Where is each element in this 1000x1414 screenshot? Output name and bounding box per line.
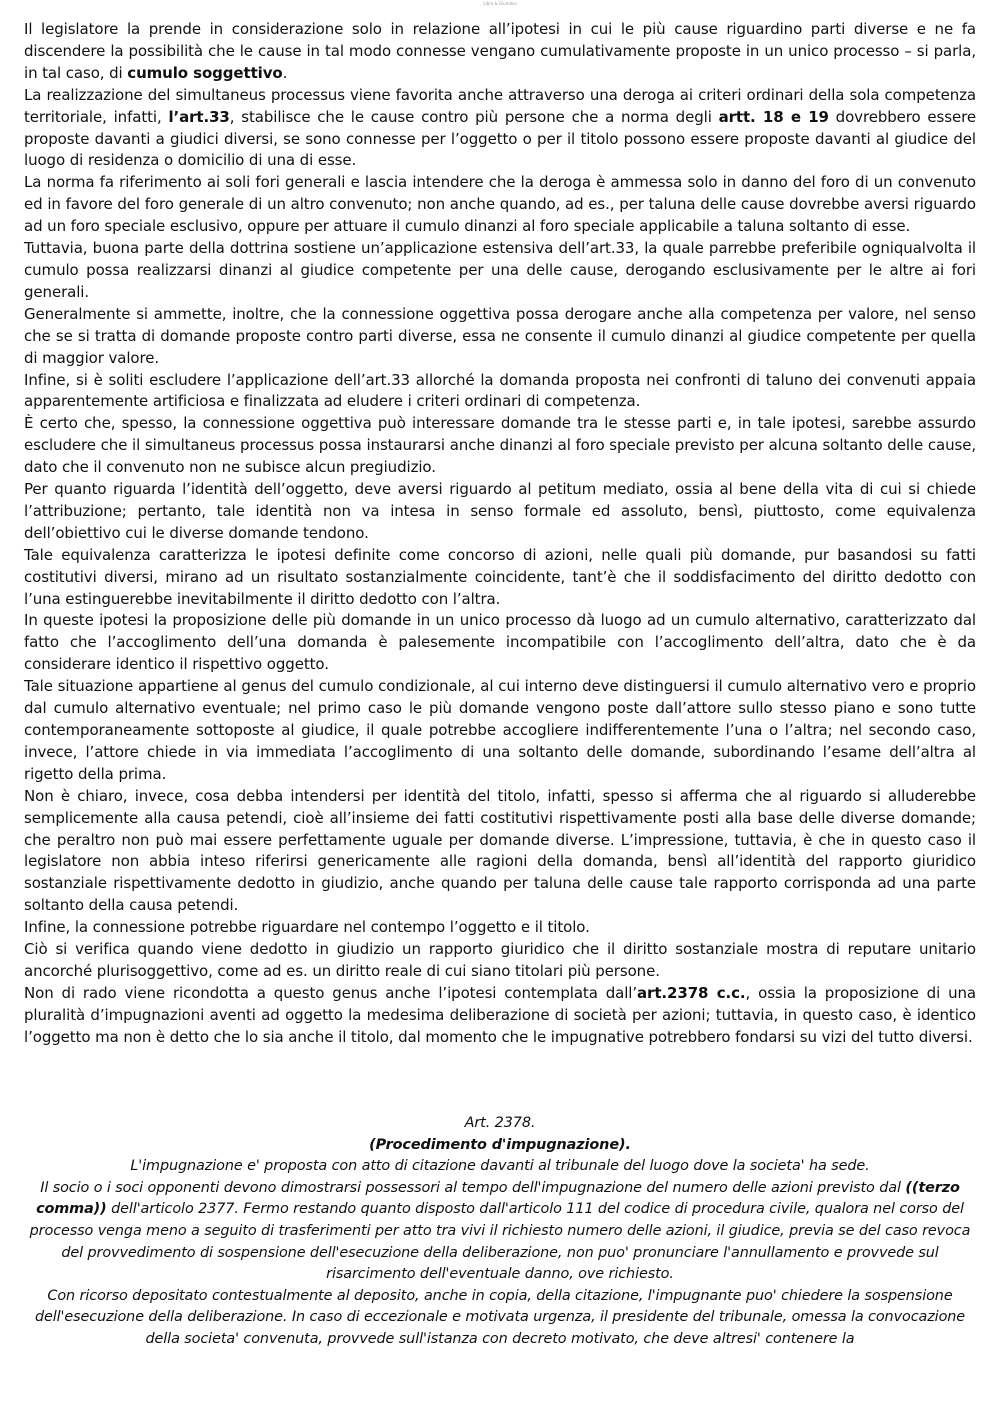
body-text xyxy=(24,19,976,1049)
paragraph-3: La norma fa riferimento ai soli fori generali e lascia intendere che la deroga è ammessa solo in danno del foro di un convenuto ed in favore del foro generale di un altro convenuto; non anche quando, ad es., per taluna delle cause dovrebbe aversi riguardo ad un foro speciale esclusivo, oppure per attuare il cumulo dinanzi al foro speciale applicabile a taluna soltanto di esse. xyxy=(24,173,976,236)
text-span: La realizzazione del simultaneus processus viene favorita anche attraverso una deroga ai criteri ordinari della sola competenza territoriale, infatti, xyxy=(24,85,976,126)
paragraph-10: In queste ipotesi la proposizione delle più domande in un unico processo dà luogo ad un cumulo alternativo, caratterizzato dal fatto che l’accoglimento dell’una domanda è palesemente incompatibile con l’accoglimento dell’altra, dato che è da considerare identico il rispettivo oggetto. xyxy=(24,611,976,674)
paragraph-2 xyxy=(24,85,976,173)
paragraph-12: Non è chiaro, invece, cosa debba intendersi per identità del titolo, infatti, spesso si afferma che al riguardo si alluderebbe semplicemente alla causa petendi, cioè all’insieme dei fatti costitutivi rispettivamente posti alla base delle diverse domande; che peraltro non può mai essere perfettamente uguale per domande diverse. L’impressione, tuttavia, è che in questo caso il legislatore non abbia inteso riferirsi genericamente alle ragioni della domanda, bensì all’identità del rapporto giuridico sostanziale rispettivamente dedotto in giudizio, anche quando per taluna delle cause tale rapporto corrisponda ad una parte soltanto della causa petendi. xyxy=(24,786,976,915)
paragraph-8: Per quanto riguarda l’identità dell’oggetto, deve aversi riguardo al petitum mediato, ossia al bene della vita di cui si chiede l’attribuzione; pertanto, tale identità non va intesa in senso formale ed assoluto, bensì, piuttosto, come equivalenza dell’obiettivo cui le diverse domande tendono. xyxy=(24,480,976,542)
article-paragraph-3: Con ricorso depositato contestualmente al deposito, anche in copia, della citazione, l'impugnante puo' chiedere la sospensione dell'esecuzione della deliberazione. In caso di eccezionale e motivata urgenza, il presidente del tribunale, omessa la convocazione della societa' convenuta, provvede sull'istanza con decreto motivato, che deve altresi' contenere la xyxy=(34,1287,966,1347)
text-span: . xyxy=(282,63,288,82)
paragraph-6: Infine, si è soliti escludere l’applicazione dell’art.33 allorché la domanda proposta nei confronti di taluno dei convenuti appaia apparentemente artificiosa e finalizzata ad eludere i criteri ordinari di competenza. xyxy=(24,370,976,411)
paragraph-1 xyxy=(24,19,976,85)
paragraph-5: Generalmente si ammette, inoltre, che la connessione oggettiva possa derogare anche alla competenza per valore, nel senso che se si tratta di domande proposte contro parti diverse, essa ne consente il cumulo dinanzi al giudice competente per quella di maggior valore. xyxy=(24,304,976,367)
text-span: , stabilisce che le cause contro più persone che a norma degli xyxy=(229,107,719,126)
paragraph-13: Infine, la connessione potrebbe riguardare nel contempo l’oggetto e il titolo. xyxy=(24,918,590,937)
bold-term: ((terzo comma)) xyxy=(36,1179,960,1218)
article-subtitle: (Procedimento d'impugnazione). xyxy=(369,1136,631,1153)
text-span: Non di rado viene ricondotta a questo genus anche l’ipotesi contemplata dall’ xyxy=(24,983,638,1002)
header-mark: Libro & Giuridico xyxy=(483,1,517,6)
text-span: dovrebbero essere proposte davanti a giudici diversi, se sono connesse per l’oggetto o per il titolo possono essere proposte davanti al giudice del luogo di residenza o domicilio di una di esse. xyxy=(24,107,976,170)
text-span: , ossia la proposizione di una pluralità d’impugnazioni aventi ad oggetto la medesima deliberazione di società per azioni; tuttavia, in questo caso, è identico l’oggetto ma non è detto che lo sia anche il titolo, dal momento che le impugnative potrebbero fondarsi su vizi del tutto diversi. xyxy=(24,983,976,1046)
article-paragraph-1: L'impugnazione e' proposta con atto di citazione davanti al tribunale del luogo dove la societa' ha sede. xyxy=(130,1158,870,1175)
text-span: Il socio o i soci opponenti devono dimostrarsi possessori al tempo dell'impugnazione del numero delle azioni previsto dal xyxy=(40,1179,906,1196)
article-title: Art. 2378. xyxy=(464,1115,536,1131)
text-span: Il legislatore la prende in considerazione solo in relazione all’ipotesi in cui le più cause riguardino parti diverse e ne fa discendere la possibilità che le cause in tal modo connesse vengano cumulativamente proposte in un unico processo – si parla, in tal caso, di xyxy=(24,20,976,82)
paragraph-9: Tale equivalenza caratterizza le ipotesi definite come concorso di azioni, nelle quali più domande, pur basandosi su fatti costitutivi diversi, mirano ad un risultato sostanzialmente coincidente, tant’è che il soddisfacimento del diritto dedotto con l’una estinguerebbe inevitabilmente il diritto dedotto con l’altra. xyxy=(24,545,976,608)
paragraph-15 xyxy=(24,983,976,1049)
bold-term: artt. 18 e 19 xyxy=(718,107,829,126)
text-span: dell'articolo 2377. Fermo restando quanto disposto dall'articolo 111 del codice di procedura civile, qualora nel corso del processo venga meno a seguito di trasferimenti per atto tra vivi il richiesto numero delle azioni, il giudice, previa se del caso revoca del provvedimento di sospensione dell'esecuzione della deliberazione, non puo' pronunciare l'annullamento e provvede sul risarcimento dell'eventuale danno, ove richiesto. xyxy=(29,1201,971,1283)
article-paragraph-2 xyxy=(24,1178,976,1286)
article-2378-excerpt xyxy=(24,1113,976,1351)
bold-term: art.2378 c.c. xyxy=(637,983,746,1002)
paragraph-14: Ciò si verifica quando viene dedotto in giudizio un rapporto giuridico che il diritto sostanziale mostra di reputare unitario ancorché plurisoggettivo, come ad es. un diritto reale di cui siano titolari più persone. xyxy=(24,940,976,980)
bold-term: l’art.33 xyxy=(168,107,230,126)
paragraph-7: È certo che, spesso, la connessione oggettiva può interessare domande tra le stesse parti e, in tale ipotesi, sarebbe assurdo escludere che il simultaneus processus possa instaurarsi anche dinanzi al foro speciale previsto per alcuna soltanto delle cause, dato che il convenuto non ne subisce alcun pregiudizio. xyxy=(24,414,976,477)
paragraph-11: Tale situazione appartiene al genus del cumulo condizionale, al cui interno deve distinguersi il cumulo alternativo vero e proprio dal cumulo alternativo eventuale; nel primo caso le più domande vengono poste dall’attore sullo stesso piano e sono tutte contemporaneamente sottoposte al giudice, il quale potrebbe accogliere indifferentemente l’una o l’altra; nel secondo caso, invece, l’attore chiede in via immediata l’accoglimento di una soltanto delle domande, subordinando l’esame dell’altra al rigetto della prima. xyxy=(24,677,976,783)
bold-term: cumulo soggettivo xyxy=(127,63,283,82)
paragraph-4: Tuttavia, buona parte della dottrina sostiene un’applicazione estensiva dell’art.33, la quale parrebbe preferibile ogniqualvolta il cumulo possa realizzarsi dinanzi al giudice competente per una delle cause, derogando esclusivamente per le altre ai fori generali. xyxy=(24,239,976,301)
